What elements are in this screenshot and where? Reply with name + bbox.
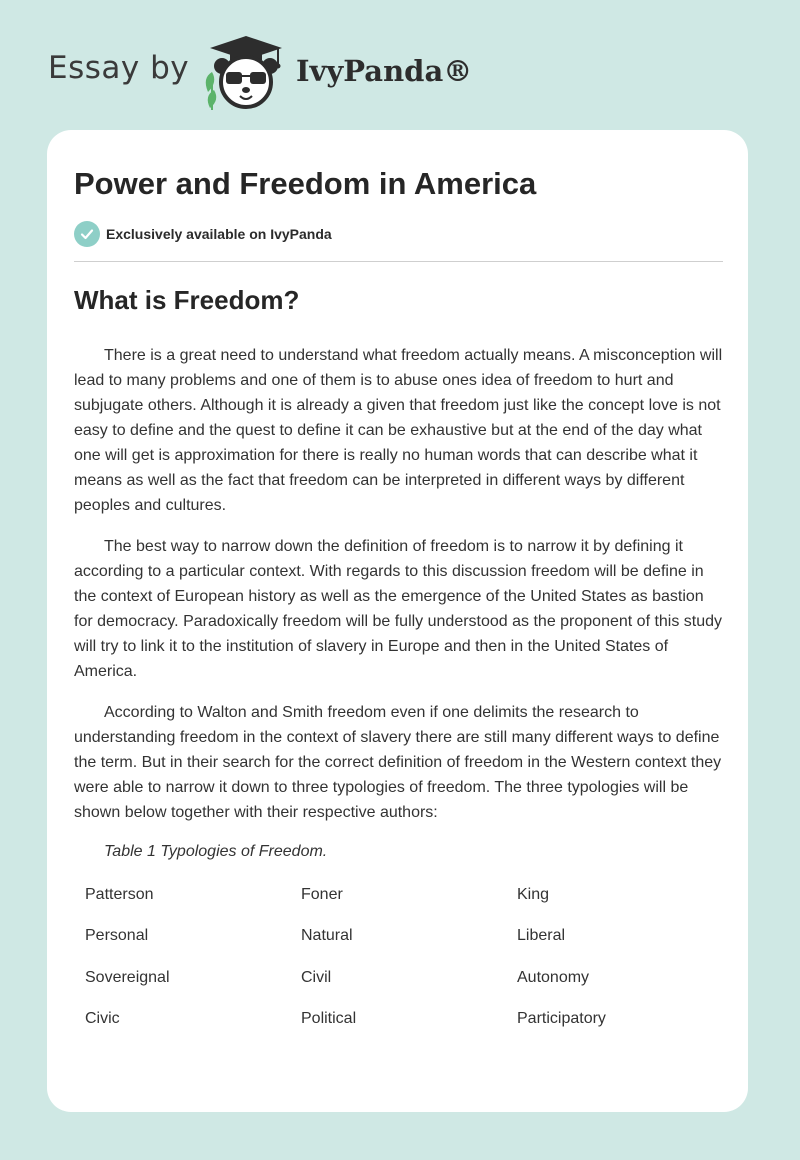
table-row <box>85 957 733 999</box>
table-cell: Political <box>301 1010 357 1028</box>
table-cell: Liberal <box>517 927 566 945</box>
table-row <box>85 916 733 958</box>
table-cell: Personal <box>85 927 149 945</box>
table-cell: Foner <box>301 885 343 903</box>
paragraph-3: According to Walton and Smith freedom even if one delimits the research to understanding freedom in the context of slavery there are still many different ways to define the term. But in their search for the correct definition of freedom in the Western context they were able to narrow it down to three typologies of freedom. The three typologies will be shown below together with their respective authors: <box>74 704 722 821</box>
section-heading: What is Freedom? <box>74 285 300 315</box>
typologies-table <box>85 874 733 1040</box>
page-title: Power and Freedom in America <box>74 166 537 201</box>
site-header <box>0 0 800 130</box>
panda-logo-icon[interactable] <box>200 34 292 110</box>
table-cell: Natural <box>301 927 353 945</box>
table-caption: Table 1 Typologies of Freedom. <box>104 843 328 860</box>
table-row <box>85 999 733 1041</box>
table-cell: Sovereignal <box>85 968 170 986</box>
table-cell: Patterson <box>85 885 154 903</box>
paragraph-1: There is a great need to understand what freedom actually means. A misconception will lead to many problems and one of them is to abuse ones idea of freedom to hurt and subjugate others. Although it is already a given that freedom just like the concept love is not easy to define and the quest to define it can be exhaustive but at the end of the day what one will get is approximation for there is really no human words that can describe what it means as well as the fact that freedom can be interpreted in different ways by different peoples and cultures. <box>74 347 723 514</box>
table-cell: King <box>517 885 550 903</box>
exclusive-badge <box>74 221 332 247</box>
table-cell: Participatory <box>517 1010 606 1028</box>
brand-name[interactable]: IvyPanda® <box>296 54 473 88</box>
table-row <box>85 874 733 916</box>
checkmark-icon <box>74 221 100 247</box>
divider <box>74 261 723 262</box>
paragraph-2: The best way to narrow down the definition of freedom is to narrow it by defining it according to a particular context. With regards to this discussion freedom will be define in the context of European history as well as the emergence of the United States as bastion for democracy. Paradoxically freedom will be fully understood as the proponent of this study will try to link it to the institution of slavery in Europe and then in the United States of America. <box>74 538 723 680</box>
table-cell: Civic <box>85 1010 120 1028</box>
table-cell: Autonomy <box>517 968 590 986</box>
essay-body <box>74 343 724 841</box>
exclusive-badge-label: Exclusively available on IvyPanda <box>106 226 332 242</box>
table-cell: Civil <box>301 968 332 986</box>
essay-by-label: Essay by <box>48 50 190 86</box>
